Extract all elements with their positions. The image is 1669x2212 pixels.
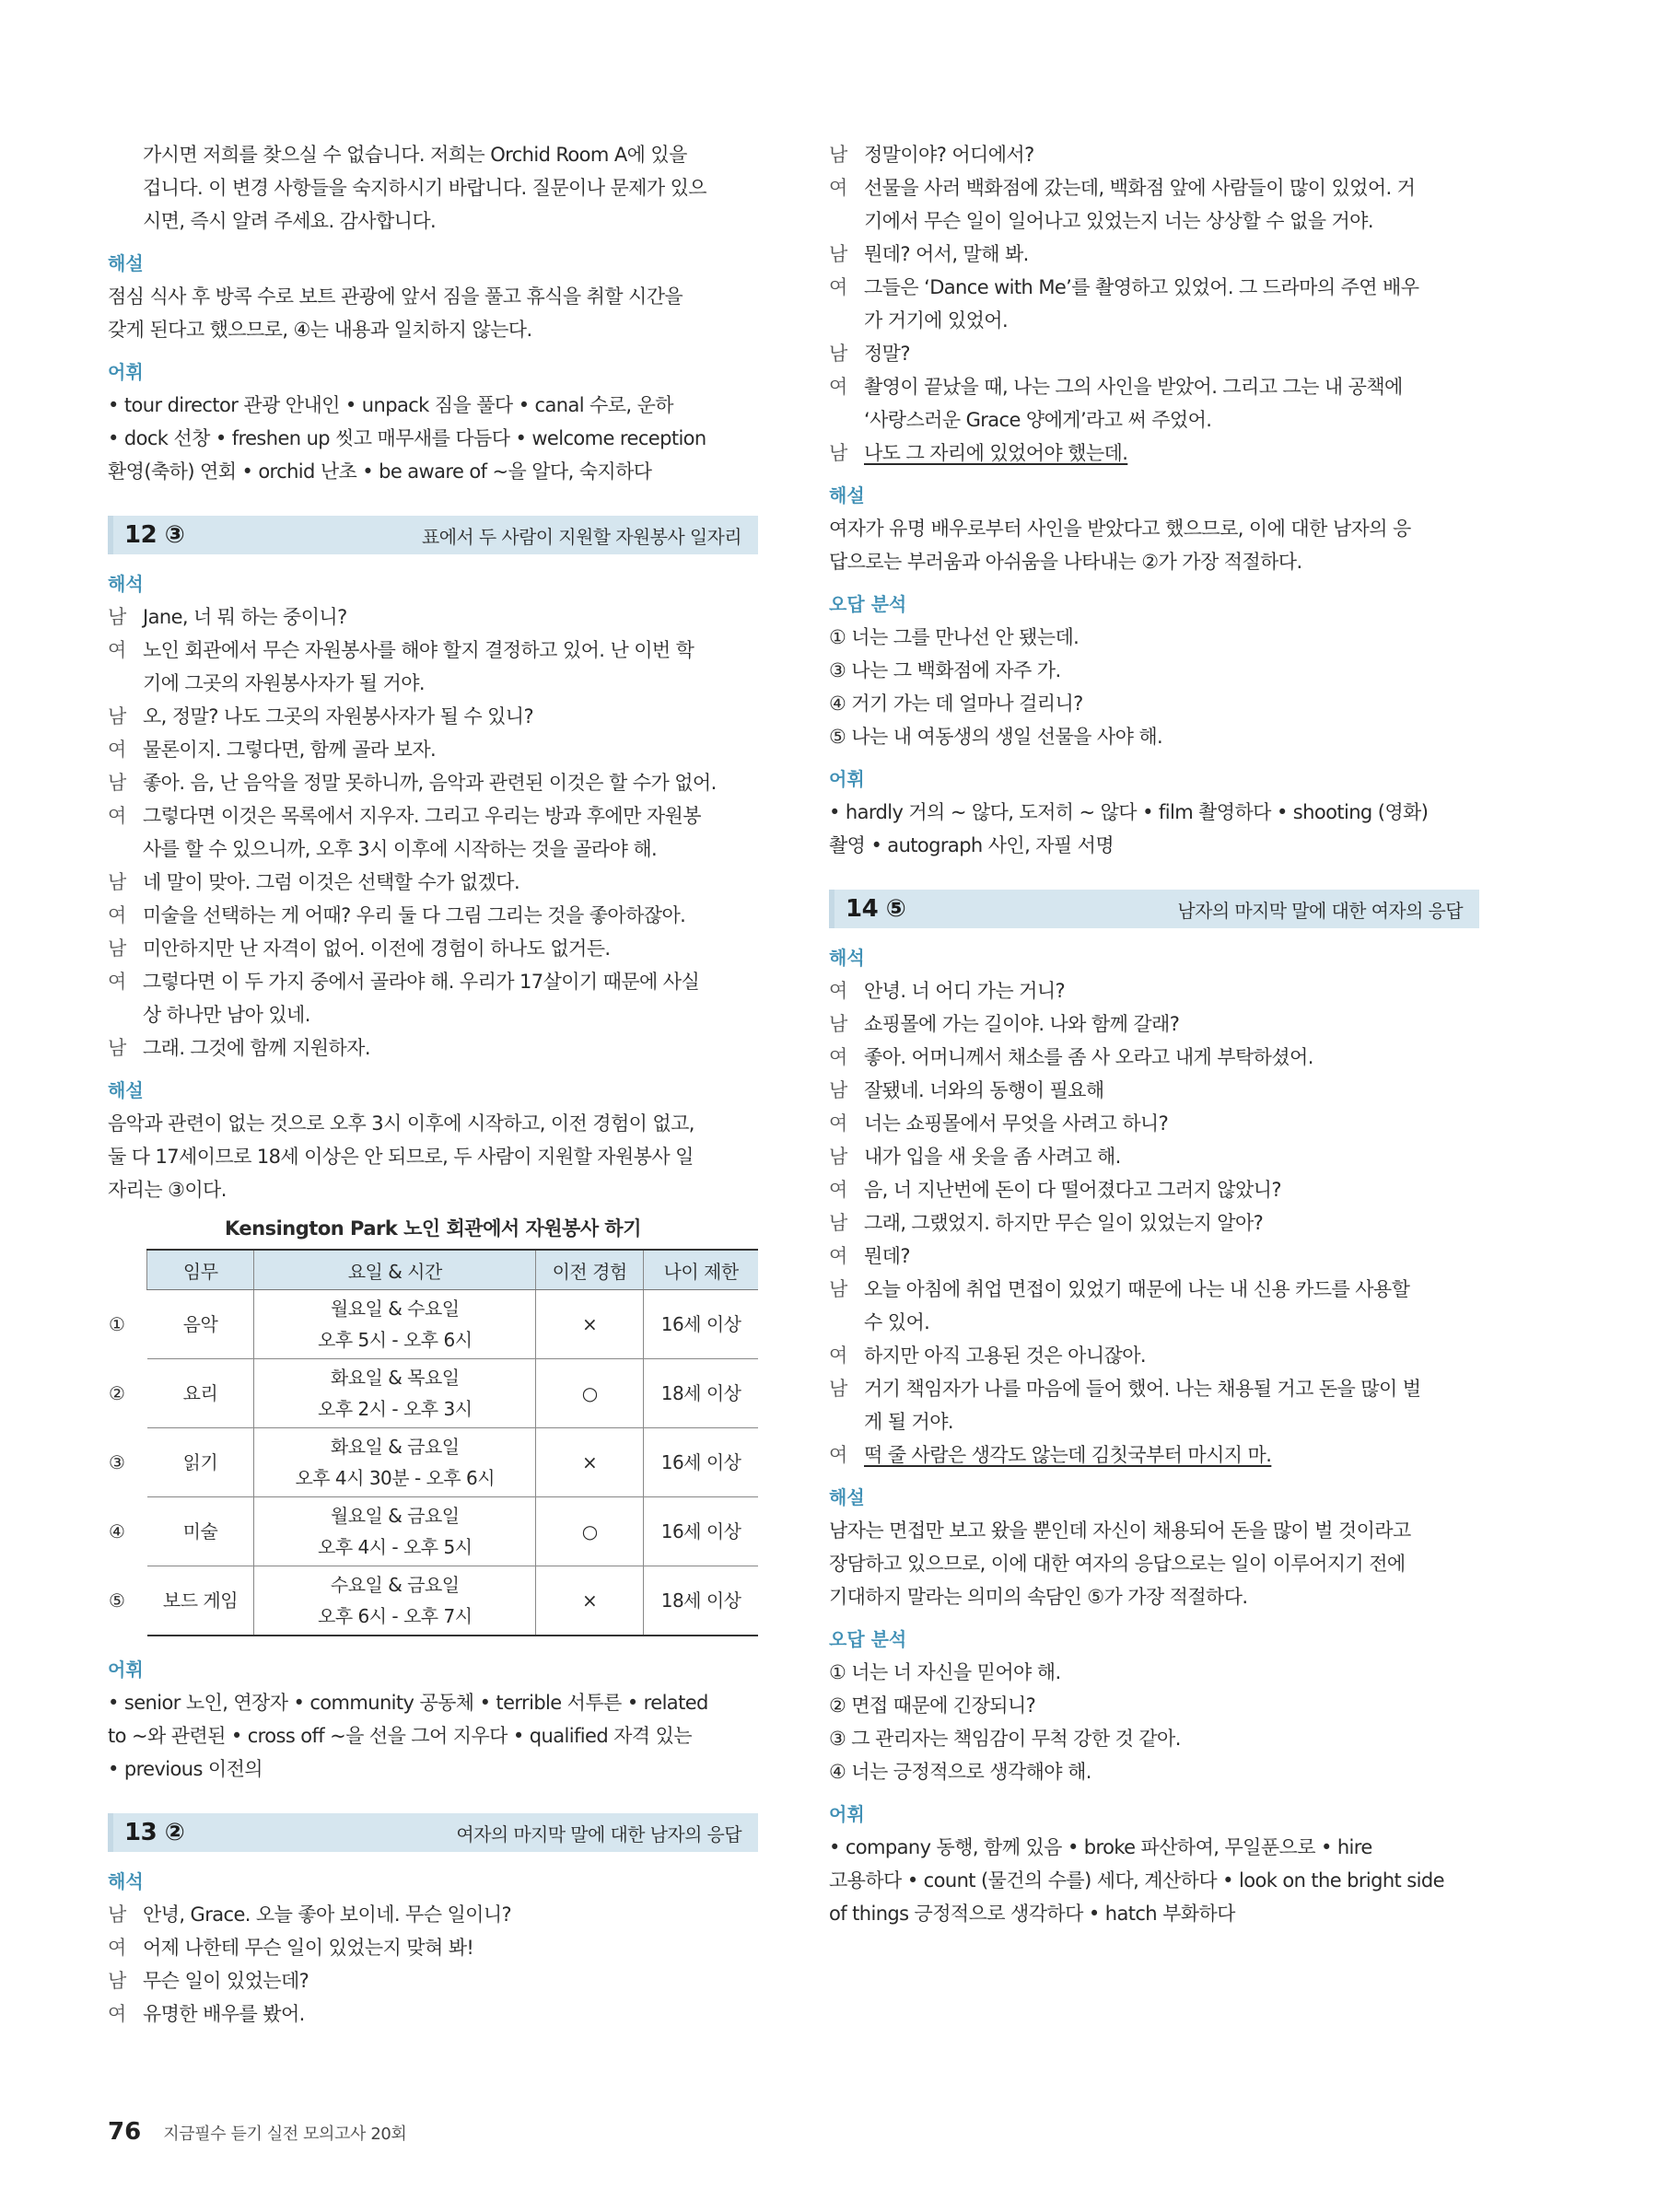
row-number: ③ (109, 1451, 125, 1473)
text-line: ③ 나는 그 백화점에 자주 가. (829, 659, 1061, 681)
dialogue-text (864, 138, 1479, 171)
text-line: 수 있어. (864, 1311, 930, 1333)
text-line: 뭔데? (864, 1245, 910, 1267)
text-line: 여자가 유명 배우로부터 사인을 받았다고 했으므로, 이에 대한 남자의 응 (829, 518, 1411, 540)
dialogue-text (143, 700, 758, 733)
section-label: 해석 (108, 573, 144, 595)
dialogue-line (829, 1240, 1479, 1273)
text-line: 음, 너 지난번에 돈이 다 떨어졌다고 그러지 않았니? (864, 1179, 1281, 1201)
wrong-answer-analysis (829, 1656, 1479, 1788)
schedule-cell (254, 1566, 536, 1636)
dialogue-line (829, 1074, 1479, 1107)
dialogue-line (829, 974, 1479, 1007)
speaker-marker: 여 (829, 1245, 847, 1267)
task-cell: 음악 (147, 1290, 254, 1359)
speaker-marker: 여 (829, 276, 847, 298)
section-label: 오답 분석 (829, 1628, 907, 1650)
speaker-marker: 여 (108, 739, 126, 761)
speaker-marker: 남 (829, 144, 847, 166)
text-line: ④ 너는 긍정적으로 생각해야 해. (829, 1761, 1091, 1783)
table-header: 이전 경험 (536, 1250, 644, 1290)
dialogue-line (829, 1206, 1479, 1240)
text-line: 사를 할 수 있으니까, 오후 3시 이후에 시작하는 것을 골라야 해. (143, 838, 658, 860)
dialogue-line (829, 370, 1479, 437)
schedule-cell (254, 1497, 536, 1566)
question-header-14 (829, 890, 1479, 928)
experience-cell: × (536, 1428, 644, 1497)
text-line: • hardly 거의 ~ 않다, 도저히 ~ 않다 • film 촬영하다 • shooting (영화) (829, 801, 1429, 823)
task-cell: 미술 (147, 1497, 254, 1566)
row-number: ④ (109, 1520, 125, 1543)
dialogue-text (864, 1438, 1479, 1472)
text-line: • company 동행, 함께 있음 • broke 파산하여, 무일푼으로 • hire (829, 1836, 1372, 1858)
dialogue-text (864, 1372, 1479, 1438)
text-line: 기에서 무슨 일이 일어나고 있었는지 너는 상상할 수 없을 거야. (864, 210, 1373, 232)
text-line: 무슨 일이 있었는데? (143, 1970, 309, 1992)
dialogue-text (143, 1964, 758, 1997)
dialogue-line (829, 171, 1479, 238)
dialogue-line (829, 1140, 1479, 1173)
table-row (108, 1428, 758, 1497)
section-label: 해석 (108, 1870, 144, 1892)
speaker-marker: 남 (829, 1278, 847, 1300)
age-cell: 16세 이상 (644, 1428, 758, 1497)
dialogue (829, 974, 1479, 1472)
dialogue (108, 600, 758, 1065)
dialogue-line (829, 1041, 1479, 1074)
section-label: 오답 분석 (829, 593, 907, 615)
text-line: 갖게 된다고 했으므로, ④는 내용과 일치하지 않는다. (108, 319, 532, 341)
section-label: 해설 (108, 252, 144, 274)
text-line: 점심 식사 후 방콕 수로 보트 관광에 앞서 짐을 풀고 휴식을 취할 시간을 (108, 285, 683, 308)
speaker-marker: 남 (108, 606, 126, 628)
dialogue-line (829, 271, 1479, 337)
explanation (108, 280, 758, 346)
speaker-marker: 남 (108, 937, 126, 960)
text-line: 좋아. 어머니께서 채소를 좀 사 오라고 내게 부탁하셨어. (864, 1046, 1313, 1068)
schedule-day: 화요일 & 목요일 (330, 1367, 460, 1389)
text-line: 내가 입을 새 옷을 좀 사려고 해. (864, 1146, 1121, 1168)
dialogue-text (864, 1107, 1479, 1140)
text-line: 안녕, Grace. 오늘 좋아 보이네. 무슨 일이니? (143, 1903, 512, 1926)
text-line: 미술을 선택하는 게 어때? 우리 둘 다 그림 그리는 것을 좋아하잖아. (143, 904, 686, 926)
schedule-time: 오후 6시 - 오후 7시 (318, 1605, 473, 1627)
section-label: 어휘 (108, 361, 144, 383)
task-cell: 요리 (147, 1359, 254, 1428)
dialogue-line (108, 634, 758, 700)
left-column (108, 138, 758, 2036)
age-cell: 18세 이상 (644, 1566, 758, 1636)
dialogue-text (143, 899, 758, 932)
row-number: ① (109, 1313, 125, 1335)
text-line: • dock 선창 • freshen up 씻고 매무새를 다듬다 • welcome reception (108, 427, 706, 449)
dialogue-text (864, 1339, 1479, 1372)
dialogue-line (829, 1438, 1479, 1472)
text-line: 촬영 • autograph 사인, 자필 서명 (829, 834, 1115, 856)
text-line: ① 너는 그를 만나선 안 됐는데. (829, 626, 1080, 648)
dialogue-line (108, 866, 758, 899)
text-line: 가 거기에 있었어. (864, 309, 1009, 332)
dialogue-text (143, 932, 758, 965)
section-label: 해설 (829, 484, 865, 506)
speaker-marker: 남 (829, 343, 847, 365)
text-line: ② 면접 때문에 긴장되니? (829, 1694, 1036, 1717)
dialogue-text (864, 1007, 1479, 1041)
schedule-time: 오후 4시 30분 - 오후 6시 (295, 1467, 496, 1489)
question-title: 표에서 두 사람이 지원할 자원봉사 일자리 (421, 525, 741, 548)
text-line: 남자는 면접만 보고 왔을 뿐인데 자신이 채용되어 돈을 많이 벌 것이라고 (829, 1519, 1411, 1542)
speaker-marker: 남 (829, 1146, 847, 1168)
schedule-day: 월요일 & 수요일 (330, 1298, 460, 1320)
dialogue-text (143, 600, 758, 634)
dialogue-text (864, 1173, 1479, 1206)
speaker-marker: 남 (108, 1970, 126, 1992)
section-label: 어휘 (829, 768, 865, 790)
text-line: 오, 정말? 나도 그곳의 자원봉사자가 될 수 있니? (143, 705, 534, 728)
text-line: 시면, 즉시 알려 주세요. 감사합니다. (143, 210, 437, 232)
text-line: • tour director 관광 안내인 • unpack 짐을 풀다 • canal 수로, 운하 (108, 394, 673, 416)
text-line: ‘사랑스러운 Grace 양에게’라고 써 주었어. (864, 409, 1212, 431)
speaker-marker: 여 (108, 2003, 126, 2025)
text-line: • senior 노인, 연장자 • community 공동체 • terrible 서투른 • related (108, 1692, 708, 1714)
schedule-day: 수요일 & 금요일 (330, 1574, 460, 1596)
section-label: 해석 (829, 947, 865, 969)
dialogue-line (108, 600, 758, 634)
dialogue-line (829, 1107, 1479, 1140)
text-line: 안녕. 너 어디 가는 거니? (864, 980, 1066, 1002)
text-line: 네 말이 맞아. 그럼 이것은 선택할 수가 없겠다. (143, 871, 520, 893)
question-header-13 (108, 1813, 758, 1852)
dialogue-line (108, 1997, 758, 2031)
speaker-marker: 여 (108, 1937, 126, 1959)
text-line: 음악과 관련이 없는 것으로 오후 3시 이후에 시작하고, 이전 경험이 없고, (108, 1112, 694, 1135)
table-header: 나이 제한 (644, 1250, 758, 1290)
dialogue-text (864, 1240, 1479, 1273)
book-title: 지금필수 듣기 실전 모의고사 20회 (163, 2125, 407, 2144)
text-line: 미안하지만 난 자격이 없어. 이전에 경험이 하나도 없거든. (143, 937, 611, 960)
dialogue-text (864, 238, 1479, 271)
speaker-marker: 여 (829, 1112, 847, 1135)
text-line: 답으로는 부러움과 아쉬움을 나타내는 ②가 가장 적절하다. (829, 551, 1302, 573)
age-cell: 18세 이상 (644, 1359, 758, 1428)
experience-cell: × (536, 1566, 644, 1636)
section-label: 어휘 (108, 1659, 144, 1681)
dialogue-line (829, 1372, 1479, 1438)
dialogue-line (108, 1031, 758, 1065)
dialogue-text (864, 337, 1479, 370)
speaker-marker: 남 (829, 1212, 847, 1234)
text-line: 정말이야? 어디에서? (864, 144, 1034, 166)
explanation (829, 512, 1479, 578)
dialogue-line (108, 899, 758, 932)
text-line: 촬영이 끝났을 때, 나는 그의 사인을 받았어. 그리고 그는 내 공책에 (864, 376, 1403, 398)
dialogue-text (864, 271, 1479, 337)
text-line: ⑤ 나는 내 여동생의 생일 선물을 사야 해. (829, 726, 1163, 748)
speaker-marker: 여 (829, 1179, 847, 1201)
text-line: 그렇다면 이것은 목록에서 지우자. 그리고 우리는 방과 후에만 자원봉 (143, 805, 701, 827)
dialogue-text (864, 1074, 1479, 1107)
text-line: 너는 쇼핑몰에서 무엇을 사려고 하니? (864, 1112, 1169, 1135)
text-line: 상 하나만 남아 있네. (143, 1004, 310, 1026)
speaker-marker: 남 (108, 871, 126, 893)
question-header-12 (108, 516, 758, 554)
schedule-cell (254, 1428, 536, 1497)
dialogue-text (143, 965, 758, 1031)
text-line: 그렇다면 이 두 가지 중에서 골라야 해. 우리가 17살이기 때문에 사실 (143, 971, 700, 993)
age-cell: 16세 이상 (644, 1290, 758, 1359)
text-line: 뭔데? 어서, 말해 봐. (864, 243, 1029, 265)
text-line: 게 될 거야. (864, 1411, 953, 1433)
dialogue-text (864, 370, 1479, 437)
text-line: 유명한 배우를 봤어. (143, 2003, 305, 2025)
experience-cell: × (536, 1290, 644, 1359)
text-line: 겁니다. 이 변경 사항들을 숙지하시기 바랍니다. 질문이나 문제가 있으 (143, 177, 706, 199)
dialogue (108, 1898, 758, 2031)
speaker-marker: 남 (829, 1079, 847, 1101)
table-row (108, 1359, 758, 1428)
schedule-time: 오후 2시 - 오후 3시 (318, 1398, 473, 1420)
task-cell: 보드 게임 (147, 1566, 254, 1636)
speaker-marker: 여 (108, 904, 126, 926)
dialogue-line (108, 700, 758, 733)
dialogue-line (829, 437, 1479, 470)
text-line: 거기 책임자가 나를 마음에 들어 했어. 나는 채용될 거고 돈을 많이 벌 (864, 1378, 1421, 1400)
explanation (108, 1107, 758, 1206)
text-line: 잘됐네. 너와의 동행이 필요해 (864, 1079, 1104, 1101)
text-line: 선물을 사러 백화점에 갔는데, 백화점 앞에 사람들이 많이 있었어. 거 (864, 177, 1416, 199)
experience-cell: ○ (536, 1497, 644, 1566)
speaker-marker: 남 (108, 1903, 126, 1926)
dialogue-line (829, 337, 1479, 370)
speaker-marker: 여 (108, 805, 126, 827)
dialogue-text (864, 974, 1479, 1007)
text-line: 노인 회관에서 무슨 자원봉사를 해야 할지 결정하고 있어. 난 이번 학 (143, 639, 694, 661)
dialogue-text (864, 437, 1479, 470)
task-cell: 읽기 (147, 1428, 254, 1497)
dialogue-line (829, 1339, 1479, 1372)
dialogue-line (829, 138, 1479, 171)
text-line: 자리는 ③이다. (108, 1179, 227, 1201)
text-line: 오늘 아침에 취업 면접이 있었기 때문에 나는 내 신용 카드를 사용할 (864, 1278, 1410, 1300)
table-row (108, 1290, 758, 1359)
schedule-time: 오후 5시 - 오후 6시 (318, 1329, 473, 1351)
question-title: 여자의 마지막 말에 대한 남자의 응답 (456, 1822, 741, 1845)
speaker-marker: 남 (829, 1378, 847, 1400)
dialogue-text (143, 766, 758, 799)
dialogue-line (829, 1173, 1479, 1206)
age-cell: 16세 이상 (644, 1497, 758, 1566)
text-line: 물론이지. 그렇다면, 함께 골라 보자. (143, 739, 437, 761)
text-line: ① 너는 너 자신을 믿어야 해. (829, 1661, 1061, 1683)
text-line: 고용하다 • count (물건의 수를) 세다, 계산하다 • look on the bright side (829, 1869, 1444, 1892)
dialogue-text (143, 1031, 758, 1065)
dialogue-line (108, 965, 758, 1031)
speaker-marker: 여 (829, 1444, 847, 1466)
table-header: 임무 (147, 1250, 254, 1290)
intro-text (108, 138, 758, 238)
schedule-day: 월요일 & 금요일 (330, 1505, 460, 1527)
table-header: 요일 & 시간 (254, 1250, 536, 1290)
speaker-marker: 남 (829, 243, 847, 265)
text-line: 환영(축하) 연회 • orchid 난초 • be aware of ~을 알다, 숙지하다 (108, 460, 652, 483)
page-footer (108, 2118, 406, 2146)
text-line: 정말? (864, 343, 910, 365)
vocabulary (829, 796, 1479, 862)
dialogue-line (108, 932, 758, 965)
text-line: 어제 나한테 무슨 일이 있었는지 맞혀 봐! (143, 1937, 474, 1959)
schedule-cell (254, 1290, 536, 1359)
table-row (108, 1497, 758, 1566)
text-line: 장담하고 있으므로, 이에 대한 여자의 응답으로는 일이 이루어지기 전에 (829, 1553, 1406, 1575)
volunteer-table (108, 1249, 758, 1636)
text-line: 떡 줄 사람은 생각도 않는데 김칫국부터 마시지 마. (864, 1444, 1272, 1466)
dialogue-text (143, 866, 758, 899)
dialogue-text (864, 1273, 1479, 1339)
dialogue-line (108, 1898, 758, 1931)
wrong-answer-analysis (829, 621, 1479, 753)
table-row (108, 1566, 758, 1636)
page-number: 76 (108, 2118, 142, 2146)
speaker-marker: 여 (829, 376, 847, 398)
text-line: 그래, 그랬었지. 하지만 무슨 일이 있었는지 알아? (864, 1212, 1264, 1234)
dialogue-line (829, 238, 1479, 271)
table-caption: Kensington Park 노인 회관에서 자원봉사 하기 (225, 1217, 641, 1240)
speaker-marker: 여 (829, 980, 847, 1002)
question-number: 12 ③ (124, 521, 185, 549)
section-label: 해설 (108, 1079, 144, 1101)
section-label: 어휘 (829, 1803, 865, 1825)
text-line: 쇼핑몰에 가는 길이야. 나와 함께 갈래? (864, 1013, 1180, 1035)
dialogue-text (143, 799, 758, 866)
text-line: 하지만 아직 고용된 것은 아니잖아. (864, 1345, 1146, 1367)
text-line: Jane, 너 뭐 하는 중이니? (143, 606, 347, 628)
speaker-marker: 남 (829, 1013, 847, 1035)
dialogue-text (864, 1140, 1479, 1173)
speaker-marker: 여 (829, 1046, 847, 1068)
dialogue-line (108, 766, 758, 799)
text-line: 그래. 그것에 함께 지원하자. (143, 1037, 370, 1059)
text-line: 나도 그 자리에 있었어야 했는데. (864, 442, 1128, 464)
dialogue-text (143, 634, 758, 700)
text-line: 둘 다 17세이므로 18세 이상은 안 되므로, 두 사람이 지원할 자원봉사 일 (108, 1146, 694, 1168)
schedule-cell (254, 1359, 536, 1428)
text-line: 기대하지 말라는 의미의 속담인 ⑤가 가장 적절하다. (829, 1586, 1248, 1608)
speaker-marker: 남 (829, 442, 847, 464)
dialogue-text (864, 171, 1479, 238)
vocabulary (108, 389, 758, 488)
question-title: 남자의 마지막 말에 대한 여자의 응답 (1177, 899, 1463, 922)
text-line: 좋아. 음, 난 음악을 정말 못하니까, 음악과 관련된 이것은 할 수가 없어. (143, 772, 717, 794)
dialogue-text (864, 1206, 1479, 1240)
dialogue-text (143, 733, 758, 766)
right-column (829, 138, 1479, 1936)
dialogue-line (829, 1007, 1479, 1041)
dialogue-text (143, 1997, 758, 2031)
dialogue-text (143, 1931, 758, 1964)
dialogue-line (108, 1931, 758, 1964)
dialogue-text (143, 1898, 758, 1931)
vocabulary (829, 1831, 1479, 1930)
dialogue-line (108, 1964, 758, 1997)
text-line: of things 긍정적으로 생각하다 • hatch 부화하다 (829, 1903, 1235, 1925)
row-number: ② (109, 1382, 125, 1404)
speaker-marker: 남 (108, 1037, 126, 1059)
speaker-marker: 여 (108, 639, 126, 661)
speaker-marker: 남 (108, 705, 126, 728)
dialogue-text (864, 1041, 1479, 1074)
question-number: 13 ② (124, 1819, 185, 1846)
question-number: 14 ⑤ (846, 895, 906, 923)
schedule-time: 오후 4시 - 오후 5시 (318, 1536, 473, 1558)
speaker-marker: 여 (108, 971, 126, 993)
text-line: to ~와 관련된 • cross off ~을 선을 그어 지우다 • qualified 자격 있는 (108, 1725, 692, 1747)
text-line: • previous 이전의 (108, 1758, 263, 1780)
speaker-marker: 남 (108, 772, 126, 794)
speaker-marker: 여 (829, 1345, 847, 1367)
row-number: ⑤ (109, 1589, 125, 1612)
text-line: ③ 그 관리자는 책임감이 무척 강한 것 같아. (829, 1728, 1181, 1750)
dialogue (829, 138, 1479, 470)
section-label: 해설 (829, 1486, 865, 1508)
vocabulary (108, 1686, 758, 1786)
explanation (829, 1514, 1479, 1613)
dialogue-line (108, 733, 758, 766)
experience-cell: ○ (536, 1359, 644, 1428)
speaker-marker: 여 (829, 177, 847, 199)
dialogue-line (108, 799, 758, 866)
schedule-day: 화요일 & 금요일 (330, 1436, 460, 1458)
dialogue-line (829, 1273, 1479, 1339)
text-line: 그들은 ‘Dance with Me’를 촬영하고 있었어. 그 드라마의 주연 배우 (864, 276, 1419, 298)
text-line: 가시면 저희를 찾으실 수 없습니다. 저희는 Orchid Room A에 있을 (143, 144, 687, 166)
text-line: ④ 거기 가는 데 얼마나 걸리니? (829, 693, 1083, 715)
text-line: 기에 그곳의 자원봉사자가 될 거야. (143, 672, 425, 694)
